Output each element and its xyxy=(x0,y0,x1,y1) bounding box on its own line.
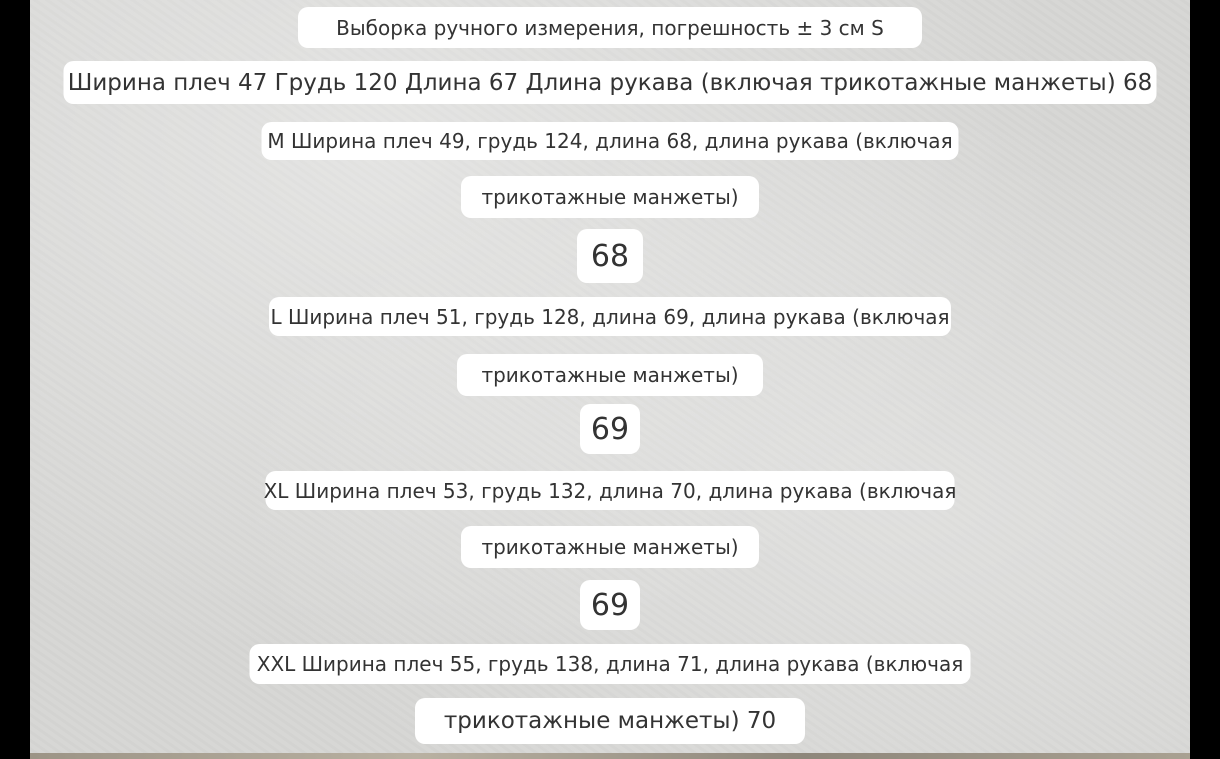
caption-size-m-line1: M Ширина плеч 49, грудь 124, длина 68, длина рукава (включая xyxy=(262,122,959,160)
caption-size-xxl-line2: трикотажные манжеты) 70 xyxy=(415,698,805,744)
caption-size-l-line1: L Ширина плеч 51, грудь 128, длина 69, длина рукава (включая xyxy=(269,297,951,336)
size-chart-image xyxy=(30,0,1190,759)
caption-size-xl-sleeve: 69 xyxy=(580,580,640,630)
caption-size-xl-line1: XL Ширина плеч 53, грудь 132, длина 70, длина рукава (включая xyxy=(266,471,955,510)
caption-size-m-line2: трикотажные манжеты) xyxy=(461,176,759,218)
photo-bottom-edge xyxy=(30,753,1190,759)
caption-size-xxl-line1: XXL Ширина плеч 55, грудь 138, длина 71, длина рукава (включая xyxy=(250,644,971,684)
caption-size-xl-line2: трикотажные манжеты) xyxy=(461,526,759,568)
caption-size-l-line2: трикотажные манжеты) xyxy=(457,354,763,396)
caption-measurement-note: Выборка ручного измерения, погрешность ± 3 см S xyxy=(298,7,922,48)
caption-size-l-sleeve: 69 xyxy=(580,404,640,454)
caption-size-s: Ширина плеч 47 Грудь 120 Длина 67 Длина рукава (включая трикотажные манжеты) 68 xyxy=(64,61,1157,104)
caption-size-m-sleeve: 68 xyxy=(577,229,643,283)
